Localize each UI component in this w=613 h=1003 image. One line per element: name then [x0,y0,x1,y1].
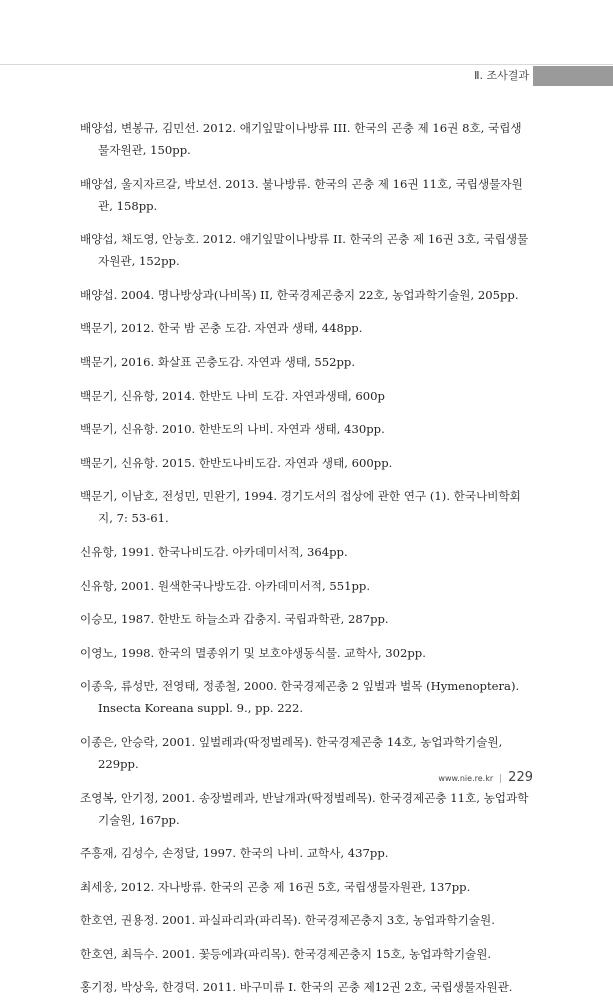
reference-item: 이승모, 1987. 한반도 하늘소과 갑충지. 국립과학관, 287pp. [80,612,389,627]
reference-item: 홍기정, 박상욱, 한경덕. 2011. 바구미류 I. 한국의 곤충 제12권 2호, 국립생물자원관. [80,980,513,995]
reference-list [80,117,532,1003]
reference-item: 이영노, 1998. 한국의 멸종위기 및 보호야생동식물. 교학사, 302pp. [80,645,426,660]
footer-separator: | [499,774,503,784]
reference-item: 백문기, 신유항. 2010. 한반도의 나비. 자연과 생태, 430pp. [80,422,385,437]
reference-item: 배양섭. 2004. 명나방상과(나비목) II, 한국경제곤충지 22호, 농업과학기술원, 205pp. [80,287,519,302]
reference-item: 배양섭, 울지자르갈, 박보선. 2013. 불나방류. 한국의 곤충 제 16권 11호, 국립생물자원관, 158pp. [80,176,523,213]
reference-item: 최세웅, 2012. 자나방류. 한국의 곤충 제 16권 5호, 국립생물자원관, 137pp. [80,879,471,894]
reference-item: 백문기, 신유항. 2015. 한반도나비도감. 자연과 생태, 600pp. [80,455,393,470]
footer-url: www.nie.re.kr [438,774,494,783]
reference-item: 신유항, 1991. 한국나비도감. 아카데미서적, 364pp. [80,544,348,559]
reference-item: 백문기, 신유항, 2014. 한반도 나비 도감. 자연과생태, 600p [80,388,385,403]
reference-item: 이종은, 안승락, 2001. 잎벌레과(딱정벌레목). 한국경제곤충 14호, 농업과학기술원, 229pp. [80,734,503,771]
reference-item: 백문기, 이남호, 전성민, 민완기, 1994. 경기도서의 접상에 관한 연구 (1). 한국나비학회지, 7: 53-61. [80,489,521,526]
section-title: Ⅱ. 조사결과 [474,69,529,82]
reference-item: 배양섭, 채도영, 안능호. 2012. 애기잎말이나방류 II. 한국의 곤충 제 16권 3호, 국립생물자원관, 152pp. [80,232,529,269]
page-footer [438,770,533,785]
reference-item: 이종욱, 류성만, 전영태, 정종철, 2000. 한국경제곤충 2 잎벌과 벌목 (Hymenoptera). Insecta Koreana suppl. 9., pp. 222. [80,679,520,716]
reference-item: 신유항, 2001. 원색한국나방도감. 아카데미서적, 551pp. [80,578,371,593]
reference-item: 조영복, 안기정, 2001. 송장벌레과, 반날개과(딱정벌레목). 한국경제곤충 11호, 농업과학기술원, 167pp. [80,790,529,827]
header-divider [0,64,613,65]
reference-item: 주흥재, 김성수, 손정달, 1997. 한국의 나비. 교학사, 437pp. [80,846,389,861]
page-number: 229 [508,770,533,785]
section-tab-marker [533,66,613,86]
reference-item: 백문기, 2012. 한국 밤 곤충 도감. 자연과 생태, 448pp. [80,321,363,336]
reference-item: 배양섭, 변봉규, 김민선. 2012. 애기잎말이나방류 III. 한국의 곤충 제 16권 8호, 국립생물자원관, 150pp. [80,121,522,157]
reference-item: 한호연, 권용정. 2001. 파실파리과(파리목). 한국경제곤충지 3호, 농업과학기술원. [80,913,495,928]
reference-item: 한호연, 최득수. 2001. 꽃등에과(파리목). 한국경제곤충지 15호, 농업과학기술원. [80,946,492,961]
reference-item: 백문기, 2016. 화살표 곤충도감. 자연과 생태, 552pp. [80,354,356,369]
